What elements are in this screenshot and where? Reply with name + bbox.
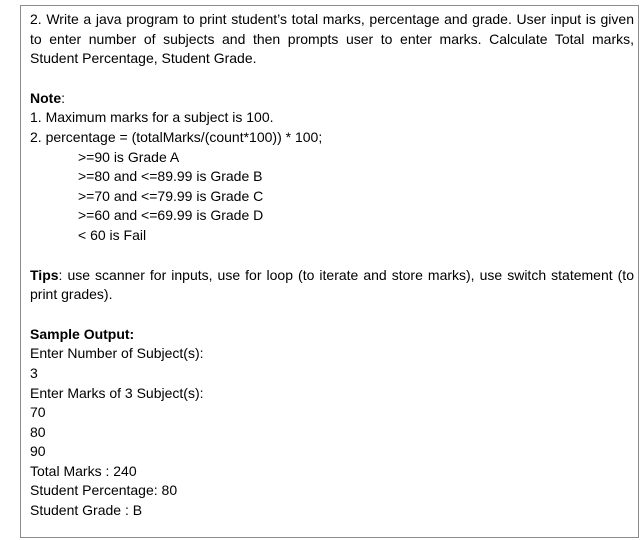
tips-heading: Tips [30, 266, 59, 283]
note-heading-line [30, 89, 634, 109]
document-content [30, 10, 634, 521]
question-text: 2. Write a java program to print student’s total marks, percentage and grade. User input is given to enter number of subjects and then prompts user to enter marks. Calculate Total marks, Student Percentage, Student Grade. [30, 11, 634, 67]
grade-rule: < 60 is Fail [78, 226, 147, 243]
tips-text: : use scanner for inputs, use for loop (to iterate and store marks), use switch statement (to print grades). [30, 266, 634, 303]
tips-paragraph [30, 266, 634, 305]
grade-rule: >=90 is Grade A [78, 148, 180, 165]
note-item: 1. Maximum marks for a subject is 100. [30, 109, 274, 126]
sample-output-line: Student Grade : B [30, 502, 143, 519]
note-heading: Note [30, 89, 62, 106]
note-item: 2. percentage = (totalMarks/(count*100)) * 100; [30, 128, 323, 145]
sample-output-line: Enter Marks of 3 Subject(s): [30, 384, 204, 401]
note-heading-colon: : [61, 89, 66, 106]
sample-output-line: Student Percentage: 80 [30, 482, 178, 499]
sample-output-line: 3 [30, 364, 38, 381]
grade-rule: >=70 and <=79.99 is Grade C [78, 187, 264, 204]
sample-output-line: 70 [30, 404, 46, 421]
sample-output-line: 80 [30, 423, 46, 440]
sample-output-line: 90 [30, 443, 46, 460]
grade-rule: >=60 and <=69.99 is Grade D [78, 207, 264, 224]
sample-output-line: Total Marks : 240 [30, 462, 137, 479]
sample-output-line: Enter Number of Subject(s): [30, 345, 204, 362]
grade-rule: >=80 and <=89.99 is Grade B [78, 168, 263, 185]
sample-output-heading: Sample Output: [30, 325, 135, 342]
